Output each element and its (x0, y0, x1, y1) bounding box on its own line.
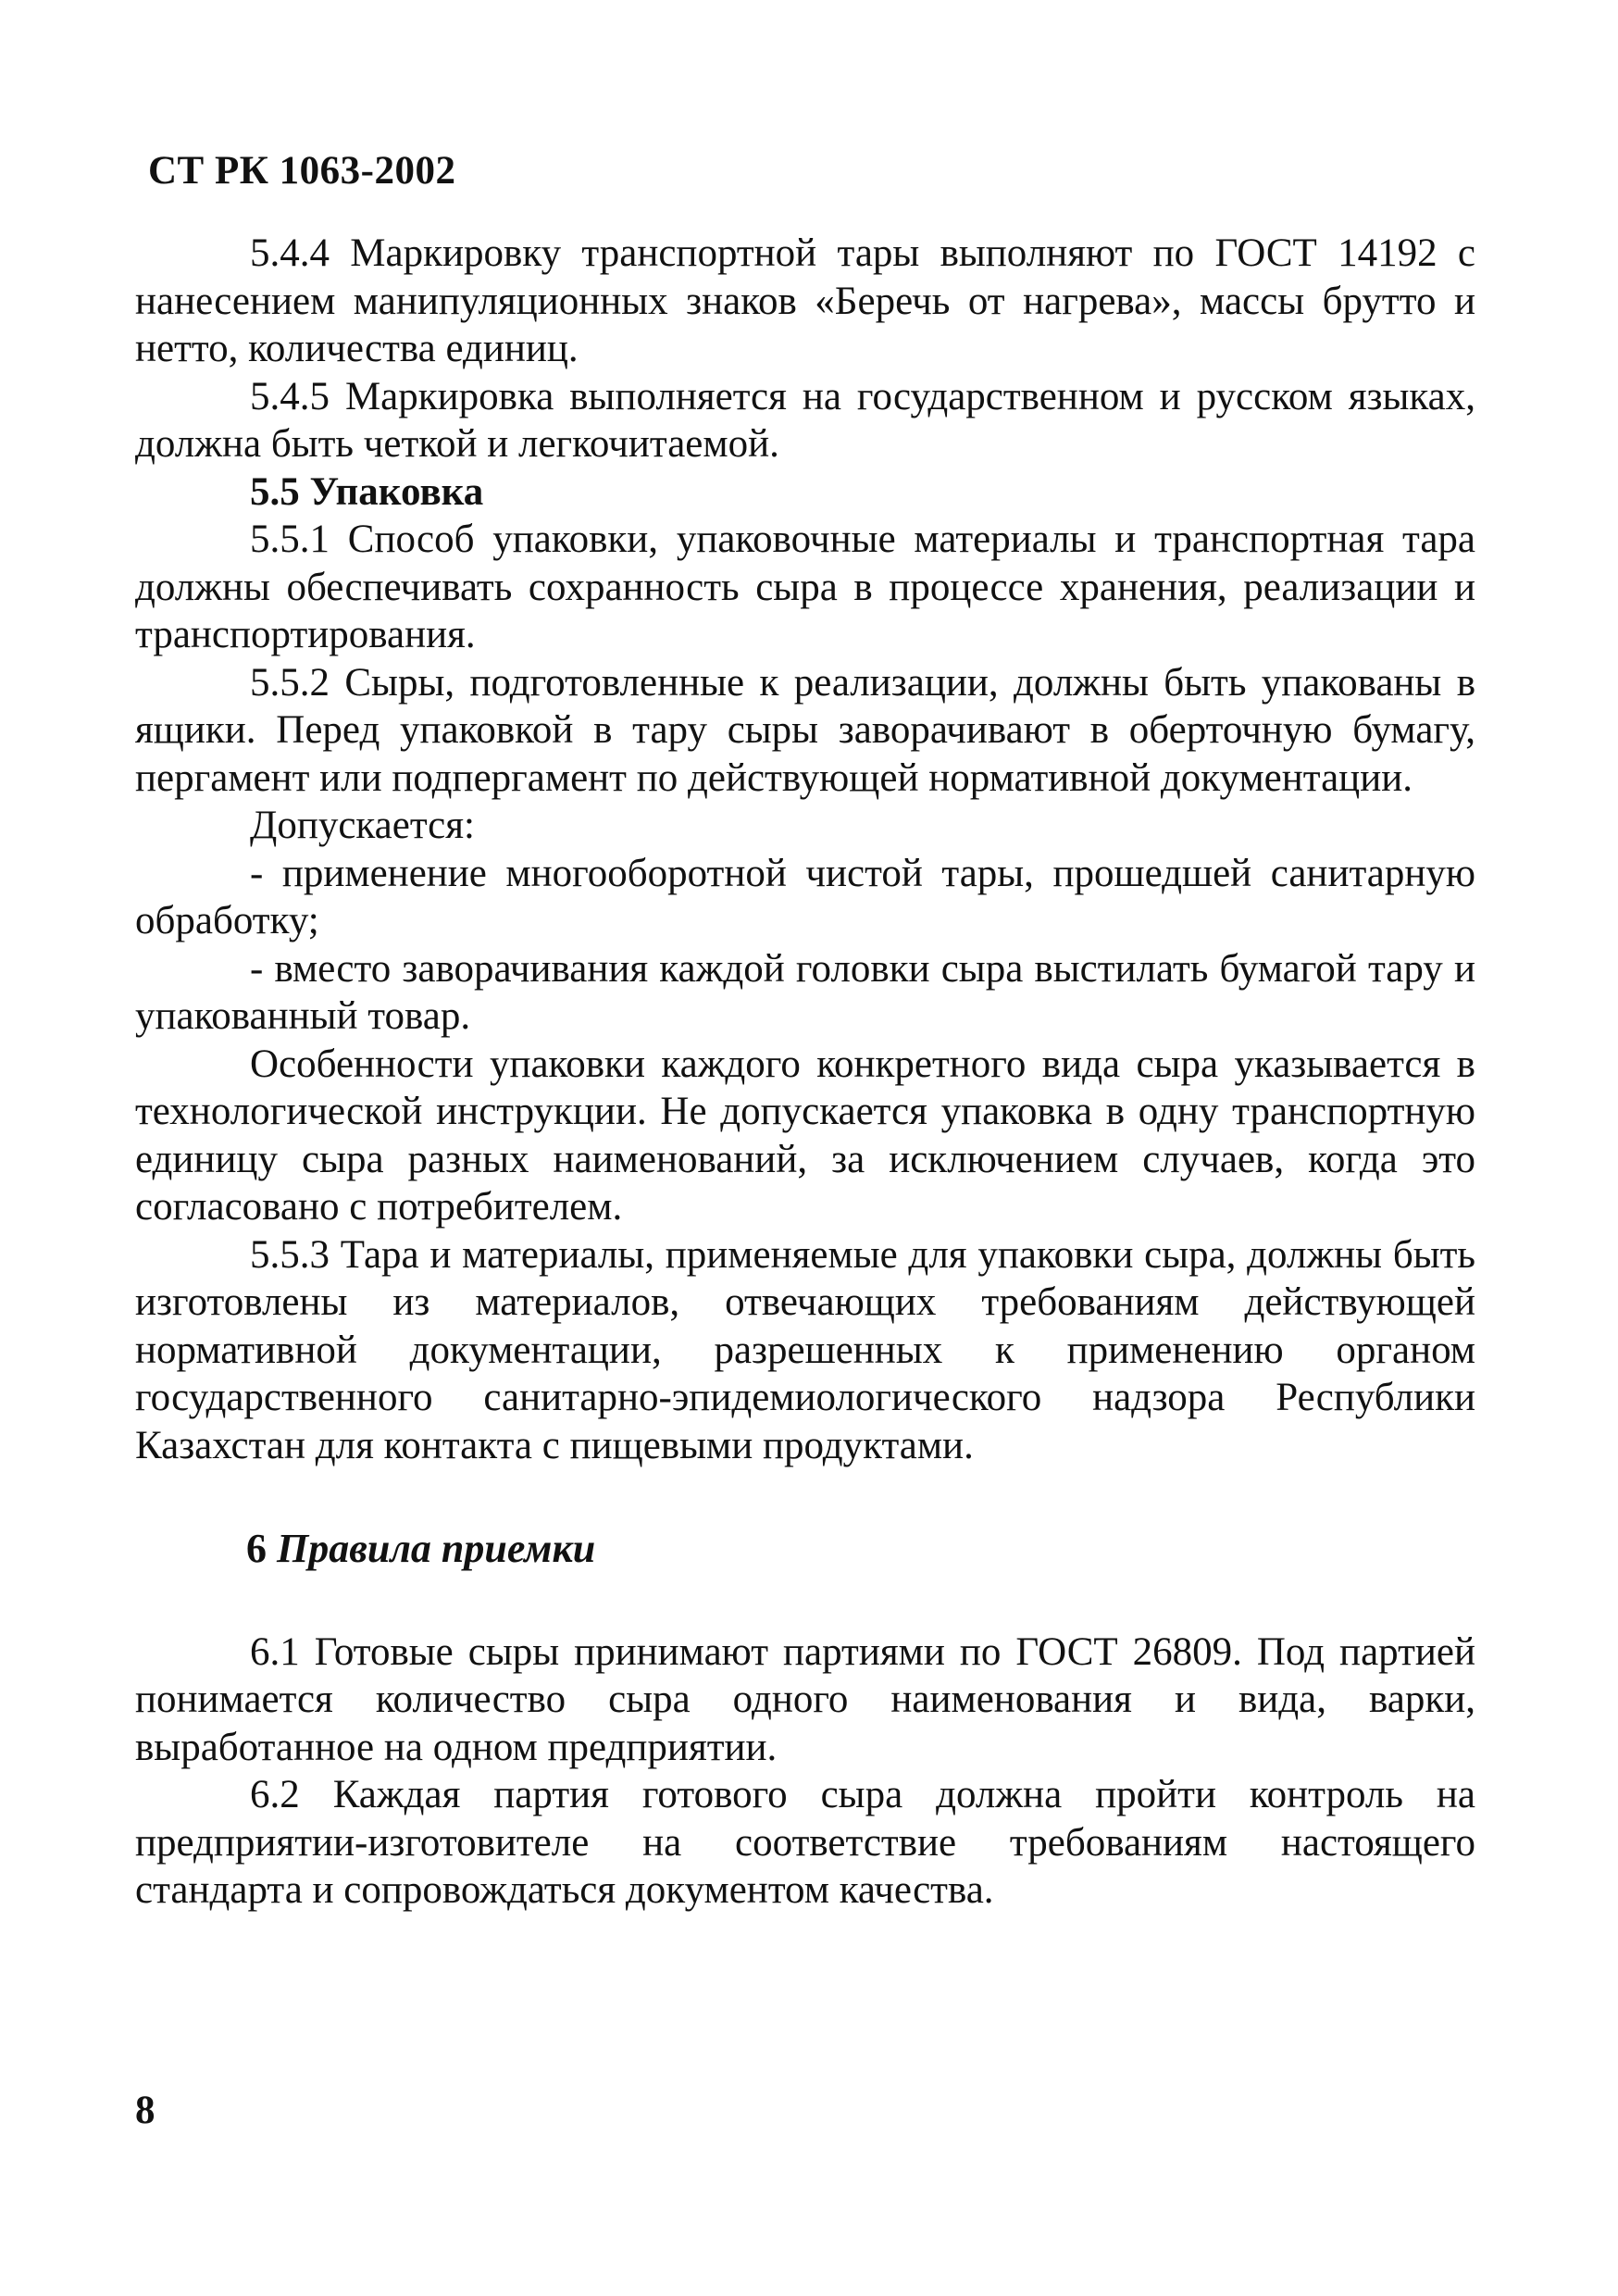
list-item-paper-lining: - вместо заворачивания каждой головки сыра выстилать бумагой тару и упакованный товар. (135, 946, 1475, 1038)
paragraph-allowed: Допускается: (250, 804, 475, 847)
subsection-heading-5-5: 5.5 Упаковка (250, 469, 484, 514)
paragraph-5-5-1: 5.5.1 Способ упаковки, упаковочные материалы и транспортная тара должны обеспечивать сохранность сыра в процессе хранения, реализации и транспортирования. (135, 518, 1475, 656)
paragraph-5-4-4: 5.4.4 Маркировку транспортной тары выполняют по ГОСТ 14192 с нанесением манипуляционных знаков «Беречь от нагрева», массы брутто и нетто, количества единиц. (135, 231, 1475, 370)
list-item-reusable-container: - применение многооборотной чистой тары, прошедшей санитарную обработку; (135, 851, 1475, 942)
paragraph-5-4-5: 5.4.5 Маркировка выполняется на государственном и русском языках, должна быть четкой и легкочитаемой. (135, 374, 1475, 466)
document-body (135, 230, 1475, 1915)
section-number: 6 (246, 1526, 267, 1571)
section-title: Правила приемки (277, 1526, 596, 1571)
page-number: 8 (135, 2089, 156, 2132)
paragraph-6-2: 6.2 Каждая партия готового сыра должна пройти контроль на предприятии-изготовителе на соответствие требованиям настоящего стандарта и сопровождаться документом качества. (135, 1773, 1475, 1912)
paragraph-packaging-features: Особенности упаковки каждого конкретного вида сыра указывается в технологической инструкции. Не допускается упаковка в одну транспортную единицу сыра разных наименований, за исключением случаев, когда это согласовано с потребителем. (135, 1042, 1475, 1229)
document-code-header: СТ РК 1063-2002 (148, 149, 456, 193)
paragraph-6-1: 6.1 Готовые сыры принимают партиями по ГОСТ 26809. Под партией понимается количество сыра одного наименования и вида, варки, выработанное на одном предприятии. (135, 1629, 1475, 1769)
section-heading-6 (135, 1525, 1475, 1573)
paragraph-5-5-3: 5.5.3 Тара и материалы, применяемые для упаковки сыра, должны быть изготовлены из материалов, отвечающих требованиям действующей нормативной документации, разрешенных к применению органом государственного санитарно-эпидемиологического надзора Республики Казахстан для контакта с пищевыми продуктами. (135, 1232, 1475, 1467)
paragraph-5-5-2: 5.5.2 Сыры, подготовленные к реализации, должны быть упакованы в ящики. Перед упаковкой в тару сыры заворачивают в оберточную бумагу, пергамент или подпергамент по действующей нормативной документации. (135, 660, 1475, 800)
